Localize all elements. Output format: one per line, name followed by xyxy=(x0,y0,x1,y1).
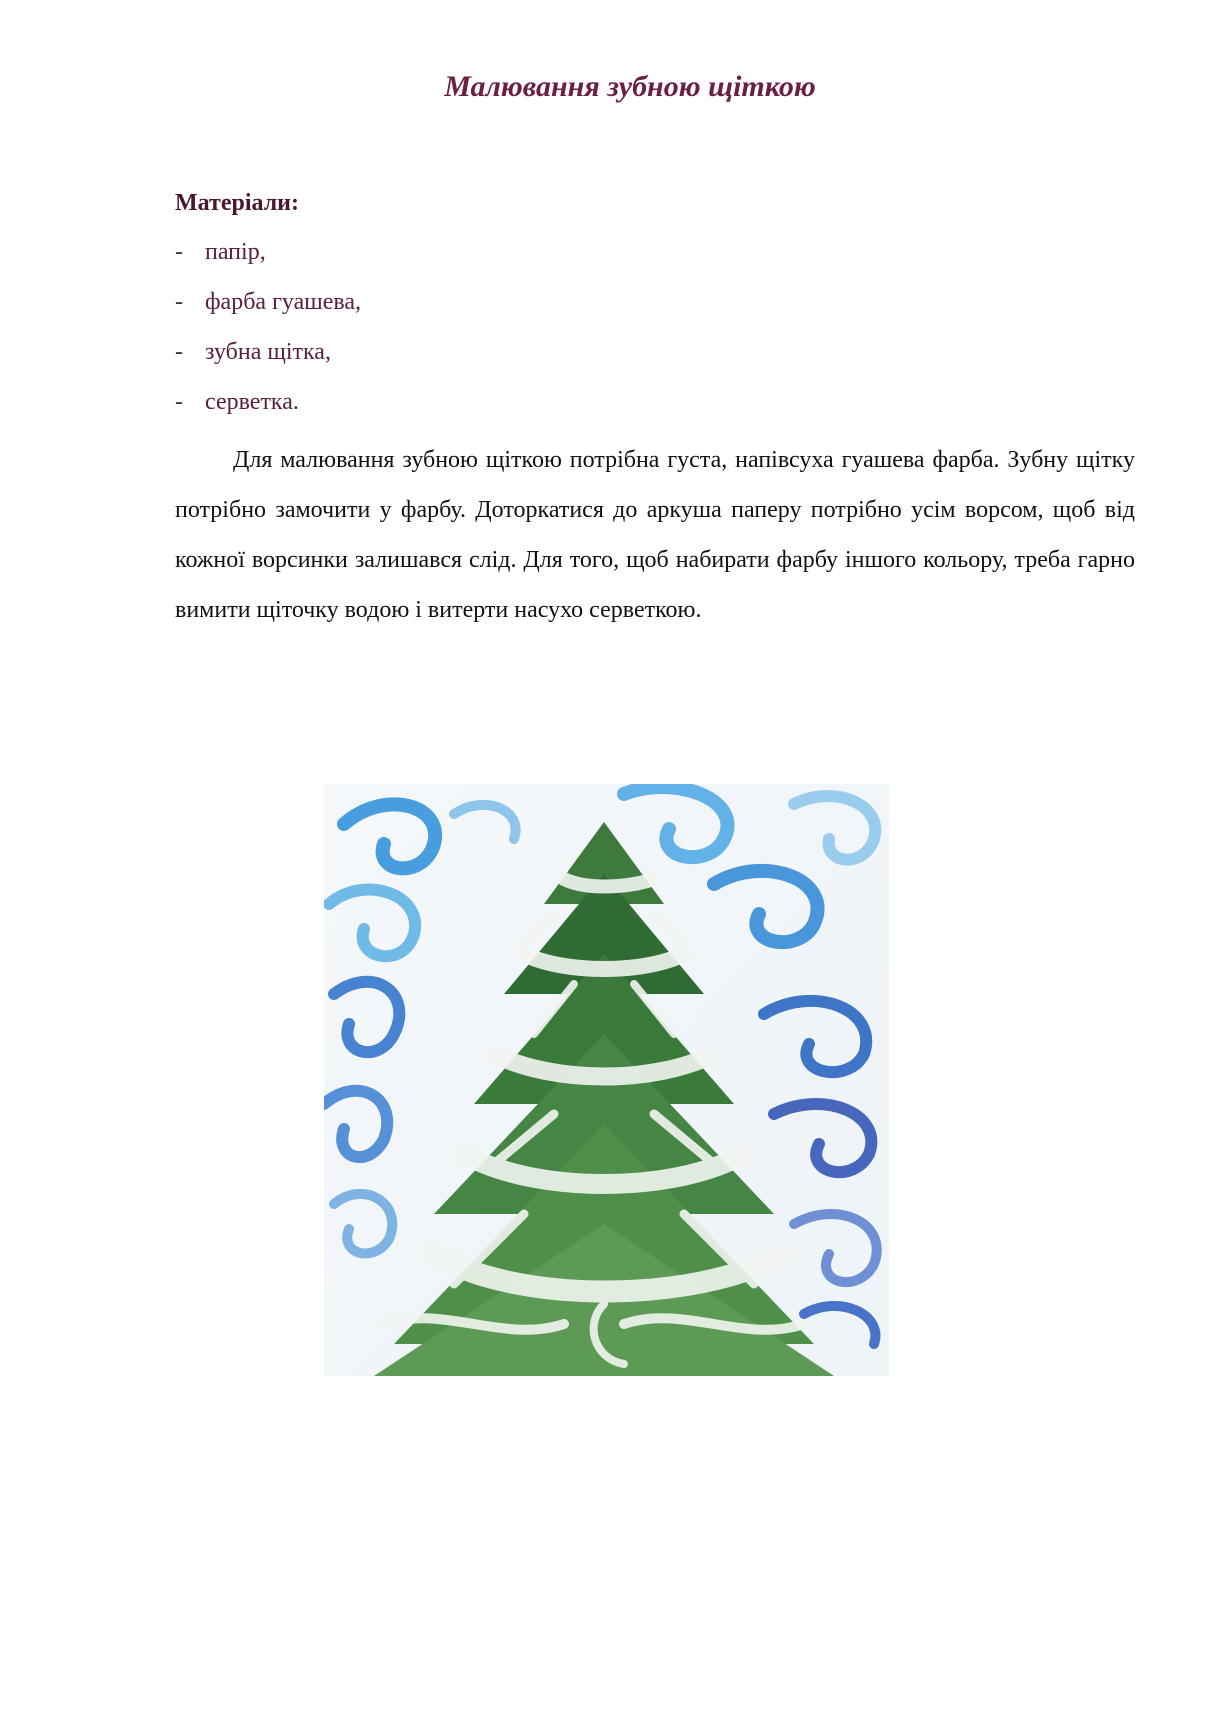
list-item: - зубна щітка, xyxy=(175,339,331,365)
material-gouache: фарба гуашева, xyxy=(205,289,362,315)
fir-tree-painting-image xyxy=(324,784,889,1376)
list-item: - фарба гуашева, xyxy=(175,289,362,315)
instructions-paragraph: Для малювання зубною щіткою потрібна густа, напівсуха гуашева фарба. Зубну щітку потрібно замочити у фарбу. Доторкатися до аркуша паперу потрібно усім ворсом, щоб від кожної ворсинки залишався слід. Для того, щоб набирати фарбу іншого кольору, треба гарно вимити щіточку водою і витерти насухо серветкою. xyxy=(175,447,1135,623)
page-title: Малювання зубною щіткою xyxy=(444,70,816,103)
materials-list xyxy=(175,237,361,437)
materials-heading: Матеріали: xyxy=(175,190,299,216)
material-paper: папір, xyxy=(205,239,266,265)
material-napkin: серветка. xyxy=(205,389,299,415)
material-toothbrush: зубна щітка, xyxy=(205,339,331,365)
list-item: - серветка. xyxy=(175,389,299,415)
list-item: - папір, xyxy=(175,239,266,265)
